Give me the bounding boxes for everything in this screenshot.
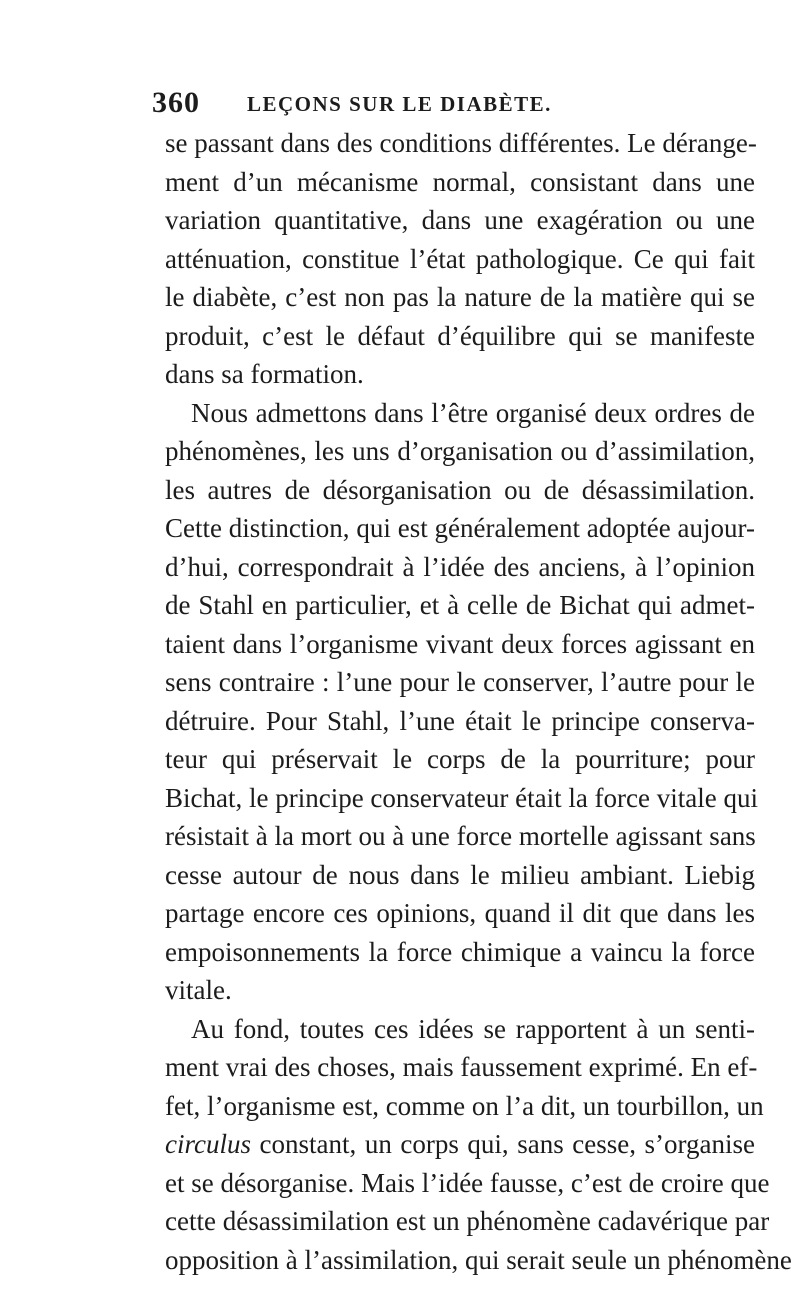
running-title: LEÇONS SUR LE DIABÈTE. xyxy=(247,92,552,116)
text-line: variation quantitative, dans une exagération ou une xyxy=(165,205,755,235)
text-line: partage encore ces opinions, quand il dit que dans les xyxy=(165,898,755,928)
text-line: et se désorganise. Mais l’idée fausse, c’est de croire que xyxy=(165,1167,770,1198)
text-line: fet, l’organisme est, comme on l’a dit, un tourbillon, un xyxy=(165,1090,764,1121)
text-line: ment vrai des choses, mais faussement exprimé. En ef- xyxy=(165,1052,758,1082)
text-line: sens contraire : l’une pour le conserver, l’autre pour le xyxy=(165,667,755,697)
running-head xyxy=(152,86,752,120)
text-line: opposition à l’assimilation, qui serait seule un phénomène xyxy=(165,1244,792,1275)
text-line: vitale. xyxy=(165,975,232,1005)
text-line: détruire. Pour Stahl, l’une était le principe conserva- xyxy=(165,705,755,736)
text-line: phénomènes, les uns d’organisation ou d’assimilation, xyxy=(165,436,755,466)
text-line: Au fond, toutes ces idées se rapportent à un senti- xyxy=(191,1013,755,1044)
text-line: teur qui préservait le corps de la pourriture; pour xyxy=(165,744,755,774)
text-line: produit, c’est le défaut d’équilibre qui se manifeste xyxy=(165,320,755,351)
body-text xyxy=(165,124,792,1279)
text-line: cette désassimilation est un phénomène cadavérique par xyxy=(165,1206,770,1236)
text-line: les autres de désorganisation ou de désassimilation. xyxy=(165,474,755,505)
text-line: ment d’un mécanisme normal, consistant dans une xyxy=(165,166,755,197)
text-line: dans sa formation. xyxy=(165,359,364,389)
text-line: le diabète, c’est non pas la nature de la matière qui se xyxy=(165,282,755,312)
text-line: cesse autour de nous dans le milieu ambiant. Liebig xyxy=(165,859,755,890)
text-line xyxy=(165,1125,755,1164)
page-number: 360 xyxy=(152,86,200,119)
text-line: se passant dans des conditions différentes. Le dérange- xyxy=(165,128,757,158)
italic-term: circulus xyxy=(165,1129,251,1159)
text-line: d’hui, correspondrait à l’idée des anciens, à l’opinion xyxy=(165,551,755,582)
text-line: résistait à la mort ou à une force mortelle agissant sans xyxy=(165,821,756,851)
text-line: empoisonnements la force chimique a vaincu la force xyxy=(165,936,755,967)
text-line: Bichat, le principe conservateur était la force vitale qui xyxy=(165,782,758,813)
text-line: Cette distinction, qui est généralement adoptée aujour- xyxy=(165,513,755,543)
text-line: de Stahl en particulier, et à celle de Bichat qui admet- xyxy=(165,590,755,620)
text-line: taient dans l’organisme vivant deux forces agissant en xyxy=(165,628,755,659)
text-line: atténuation, constitue l’état pathologique. Ce qui fait xyxy=(165,243,755,274)
text-fragment: constant, un corps qui, sans cesse, s’organise xyxy=(250,1129,755,1159)
text-line: Nous admettons dans l’être organisé deux ordres de xyxy=(191,397,755,428)
